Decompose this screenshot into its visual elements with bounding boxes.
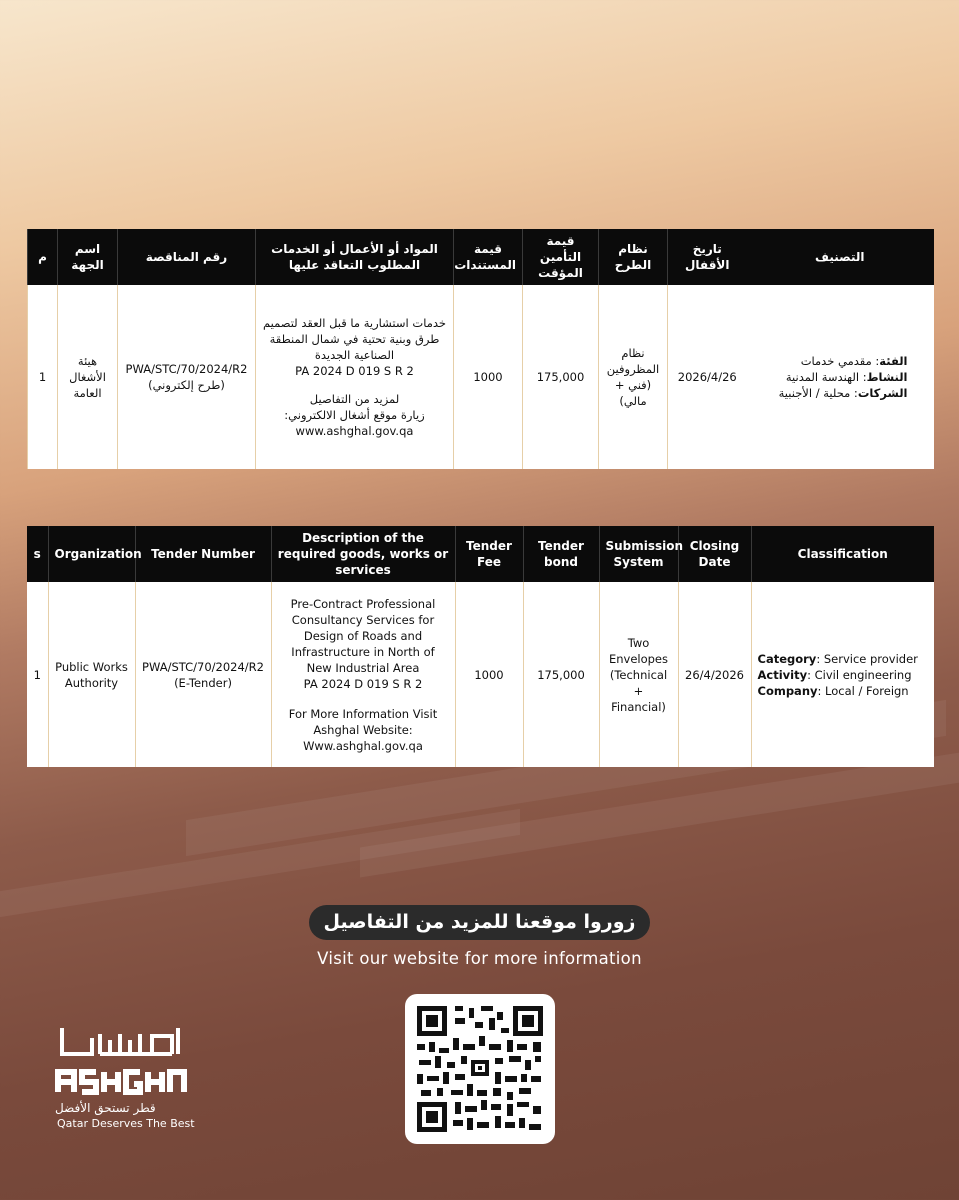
tender-fee-cell: 1000: [455, 582, 523, 767]
company-value: : Local / Foreign: [817, 683, 909, 698]
closing-date-cell: 26/4/2026: [678, 582, 751, 767]
column-header: Description of the required goods, works or services: [271, 526, 455, 582]
column-header: م: [28, 229, 58, 285]
column-header: نظام الطرح: [599, 229, 668, 285]
visit-text: زيارة موقع أشغال الالكتروني:: [284, 408, 425, 422]
tender-number: PWA/STC/70/2024/R2: [142, 659, 264, 674]
more-info-text: For More Information Visit Ashghal Website:: [288, 706, 438, 737]
table-header-row: [28, 229, 934, 285]
table-row: [28, 285, 934, 469]
column-header: Organization: [48, 526, 135, 582]
ashghal-logo-icon: [52, 1024, 192, 1096]
column-header: Submission System: [599, 526, 678, 582]
category-value: : مقدمي خدمات: [800, 354, 880, 368]
activity-label: Activity: [757, 667, 808, 682]
table-row: [27, 582, 934, 767]
tender-type: (E-Tender): [174, 675, 232, 690]
qr-code-icon: [415, 1004, 545, 1134]
submission-system-cell: Two Envelopes (Technical + Financial): [599, 582, 678, 767]
closing-date-cell: 2026/4/26: [668, 285, 747, 469]
company-label: Company: [757, 683, 818, 698]
website-link[interactable]: Www.ashghal.gov.qa: [303, 738, 423, 753]
visit-website-pill[interactable]: زوروا موقعنا للمزيد من التفاصيل: [309, 905, 650, 940]
english-tender-table: [27, 526, 934, 767]
column-header: اسم الجهة: [58, 229, 118, 285]
company-label: الشركات: [857, 386, 908, 400]
column-header: رقم المناقصة: [118, 229, 256, 285]
activity-value: : الهندسة المدنية: [785, 370, 867, 384]
table-header-row: [27, 526, 934, 582]
website-link[interactable]: www.ashghal.gov.qa: [295, 424, 414, 438]
tender-fee-cell: 1000: [454, 285, 523, 469]
column-header: المواد أو الأعمال أو الخدمات المطلوب التعاقد عليها: [256, 229, 454, 285]
tender-code: PA 2024 D 019 S R 2: [303, 676, 423, 691]
arabic-tender-table: [27, 229, 934, 469]
description-cell: [256, 285, 454, 469]
visit-website-text: Visit our website for more information: [317, 949, 642, 968]
column-header: Tender Number: [135, 526, 271, 582]
qr-code[interactable]: [405, 994, 555, 1144]
column-header: Classification: [751, 526, 934, 582]
tender-number-cell: [135, 582, 271, 767]
organization-cell: هيئة الأشغال العامة: [58, 285, 118, 469]
column-header: التصنيف: [747, 229, 934, 285]
slogan-english: Qatar Deserves The Best: [57, 1117, 195, 1130]
row-number: 1: [33, 667, 41, 682]
column-header: قيمة التأمين المؤقت: [523, 229, 599, 285]
row-number: 1: [28, 285, 58, 469]
category-value: : Service provider: [816, 651, 918, 666]
column-header: Tender bond: [523, 526, 599, 582]
submission-system-cell: نظام المظروفين (فني + مالي): [599, 285, 668, 469]
column-header: s: [27, 526, 48, 582]
column-header: قيمة المستندات: [454, 229, 523, 285]
category-label: الفئة: [879, 354, 908, 368]
category-label: Category: [757, 651, 817, 666]
tender-number-cell: [118, 285, 256, 469]
description-text: Pre-Contract Professional Consultancy Services for Design of Roads and Infrastructure in North of New Industrial Area: [290, 596, 436, 675]
more-info-text: لمزيد من التفاصيل: [309, 392, 400, 406]
description-cell: [271, 582, 455, 767]
tender-code: PA 2024 D 019 S R 2: [295, 364, 414, 378]
organization-cell: Public Works Authority: [48, 582, 135, 767]
slogan-arabic: قطر تستحق الأفضل: [55, 1101, 156, 1115]
activity-value: : Civil engineering: [807, 667, 912, 682]
column-header: Tender Fee: [455, 526, 523, 582]
tender-number: PWA/STC/70/2024/R2: [125, 362, 248, 376]
classification-cell: [747, 285, 934, 469]
company-value: : محلية / الأجنبية: [778, 386, 858, 400]
tender-bond-cell: 175,000: [523, 285, 599, 469]
tender-type: (طرح إلكتروني): [148, 378, 225, 392]
activity-label: النشاط: [866, 370, 908, 384]
description-text: خدمات استشارية ما قبل العقد لتصميم طرق وبنية تحتية في شمال المنطقة الصناعية الجديدة: [262, 316, 447, 362]
column-header: تاريخ الأقفال: [668, 229, 747, 285]
column-header: Closing Date: [678, 526, 751, 582]
classification-cell: [751, 582, 934, 767]
tender-bond-cell: 175,000: [523, 582, 599, 767]
